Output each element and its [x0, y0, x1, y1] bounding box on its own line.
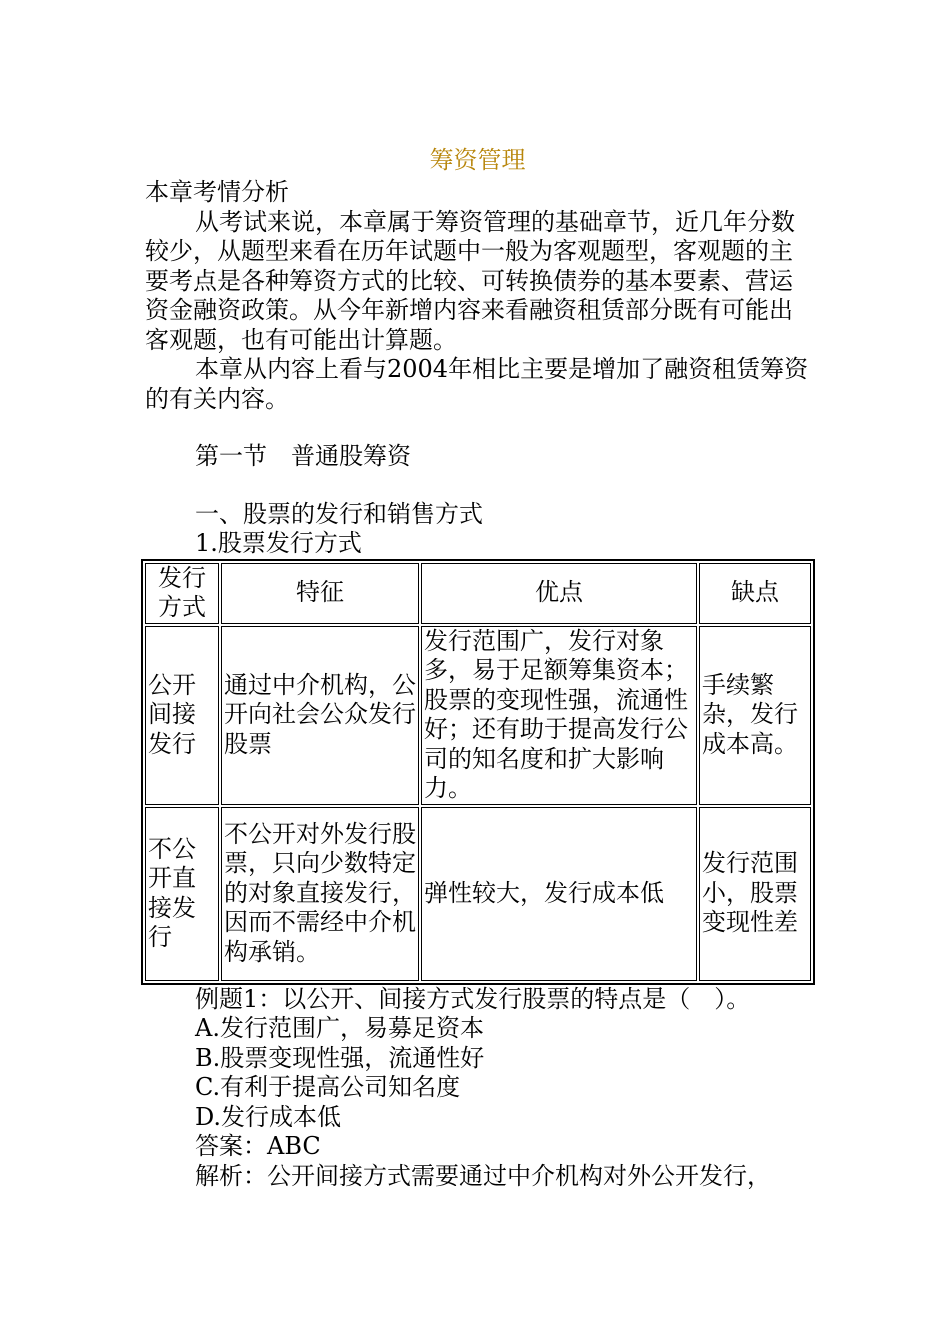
issuance-table — [141, 559, 815, 985]
table-row — [145, 626, 811, 805]
header-cell: 优点 — [421, 563, 697, 624]
analysis: 解析：公开间接方式需要通过中介机构对外公开发行， — [195, 1161, 771, 1190]
table-cell: 手续繁杂，发行成本高。 — [699, 626, 811, 805]
table-header-row — [145, 563, 811, 624]
table-cell: 弹性较大，发行成本低 — [421, 807, 697, 981]
header-cell: 发行方式 — [145, 563, 219, 624]
paragraph-2: 本章从内容上看与2004年相比主要是增加了融资租赁筹资的有关内容。 — [145, 355, 809, 413]
option-b: B.股票变现性强，流通性好 — [195, 1043, 485, 1072]
option-c: C.有利于提高公司知名度 — [195, 1073, 461, 1101]
table-cell: 公开间接发行 — [145, 626, 219, 805]
paragraph-1: 从考试来说，本章属于筹资管理的基础章节，近几年分数较少，从题型来看在历年试题中一般为客观题型，客观题的主要考点是各种筹资方式的比较、可转换债券的基本要素、营运资金融资政策。从今年新增内容来看融资租赁部分既有可能出客观题，也有可能出计算题。 — [145, 207, 795, 354]
section-heading: 第一节 普通股筹资 — [195, 442, 411, 470]
page-title: 筹资管理 — [429, 146, 526, 174]
section-label: 本章考情分析 — [145, 178, 289, 206]
table-cell: 不公开直接发行 — [145, 807, 219, 981]
table-cell: 不公开对外发行股票，只向少数特定的对象直接发行，因而不需经中介机构承销。 — [221, 807, 419, 981]
table-cell: 通过中介机构，公开向社会公众发行股票 — [221, 626, 419, 805]
header-cell: 缺点 — [699, 563, 811, 624]
example-question: 例题1：以公开、间接方式发行股票的特点是（ ）。 — [195, 984, 751, 1013]
table-cell: 发行范围小，股票变现性差 — [699, 807, 811, 981]
option-d: D.发行成本低 — [195, 1102, 342, 1131]
table-cell: 发行范围广，发行对象多，易于足额筹集资本；股票的变现性强，流通性好；还有助于提高发行公司的知名度和扩大影响力。 — [421, 626, 697, 805]
answer: 答案：ABC — [195, 1132, 321, 1160]
item-heading: 1.股票发行方式 — [195, 529, 362, 557]
document-page — [145, 142, 810, 1191]
table-row — [145, 807, 811, 981]
subsection-heading: 一、股票的发行和销售方式 — [195, 499, 483, 528]
option-a: A.发行范围广，易募足资本 — [195, 1014, 484, 1042]
header-cell: 特征 — [221, 563, 419, 624]
